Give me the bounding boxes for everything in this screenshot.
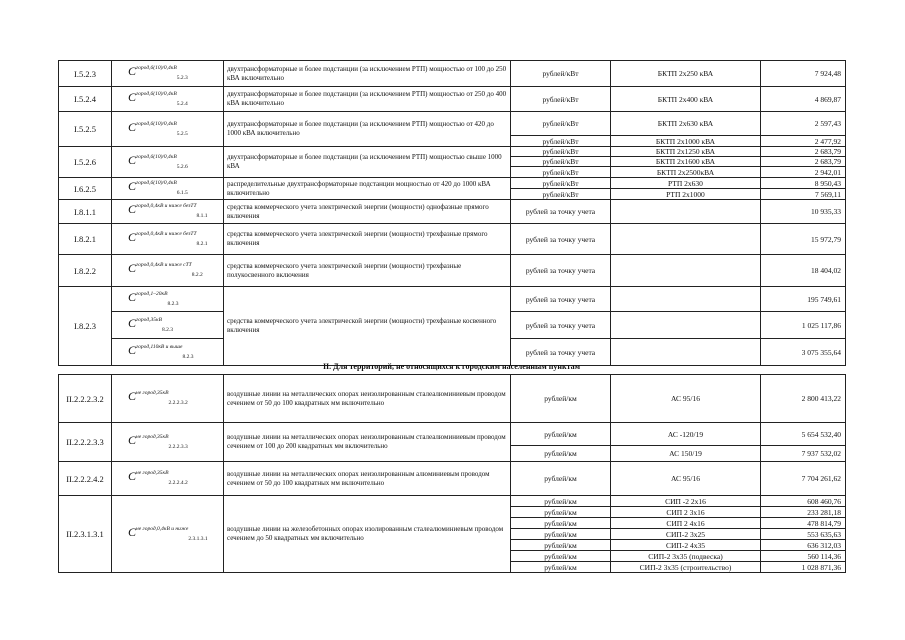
equipment-spec: БКТП 2х2500кВА [611, 167, 761, 178]
unit: рублей/кВт [511, 112, 611, 136]
rate-value: 1 025 117,86 [761, 312, 846, 339]
unit: рублей/км [511, 462, 611, 496]
item-description: распределительные двухтрансформаторные подстанции мощностью от 420 до 1000 кВА включительно [224, 178, 511, 200]
equipment-spec: БКТП 2х400 кВА [611, 87, 761, 112]
rate-value: 233 281,18 [761, 507, 846, 518]
equipment-spec: БКТП 2х1600 кВА [611, 157, 761, 167]
item-description: двухтрансформаторные и более подстанции (за исключением РТП) мощностью свыше 1000 кВА [224, 147, 511, 178]
rate-value: 4 869,87 [761, 87, 846, 112]
rate-value: 478 814,79 [761, 518, 846, 529]
rate-value: 636 312,03 [761, 540, 846, 551]
unit: рублей/км [511, 496, 611, 507]
equipment-spec: АС 95/16 [611, 375, 761, 423]
rate-value: 15 972,79 [761, 224, 846, 255]
rate-symbol: $C^{город,1-20кВ}_{8.2.3}$ [112, 287, 224, 312]
rate-symbol: $C^{город,6(10)/0,4кВ}_{5.2.5}$ [112, 112, 224, 147]
rate-symbol: $C^{не город,35кВ}_{2.2.2.4.2}$ [112, 462, 224, 496]
unit: рублей/км [511, 551, 611, 562]
rate-value: 3 075 355,64 [761, 339, 846, 366]
equipment-spec: РТП 2х1000 [611, 189, 761, 200]
rate-value: 2 683,79 [761, 157, 846, 167]
equipment-spec: СИП 2 3х16 [611, 507, 761, 518]
rate-symbol: $C^{город,0,4кВ и ниже безТТ}_{8.2.1}$ [112, 224, 224, 255]
item-code: I.5.2.4 [59, 87, 112, 112]
unit: рублей за точку учета [511, 287, 611, 312]
item-code: I.8.2.1 [59, 224, 112, 255]
item-description: воздушные линии на железобетонных опорах изолированным сталеалюминиевым проводом сечением до 50 квадратных мм включительно [224, 496, 511, 573]
rate-symbol: $C^{город,110кВ и выше}_{8.2.3}$ [112, 339, 224, 366]
equipment-spec [611, 287, 761, 312]
equipment-spec [611, 200, 761, 224]
table-row [59, 200, 846, 224]
item-code: I.8.1.1 [59, 200, 112, 224]
table-row [59, 287, 846, 312]
unit: рублей/кВт [511, 157, 611, 167]
unit: рублей за точку учета [511, 200, 611, 224]
item-code: I.5.2.5 [59, 112, 112, 147]
unit: рублей/кВт [511, 136, 611, 147]
equipment-spec: БКТП 2х1000 кВА [611, 136, 761, 147]
table-row [59, 61, 846, 87]
item-description: двухтрансформаторные и более подстанции (за исключением РТП) мощностью от 420 до 1000 кВА включительно [224, 112, 511, 147]
equipment-spec: СИП-2 3х35 (строительство) [611, 562, 761, 573]
table-row [59, 423, 846, 446]
table-row [59, 255, 846, 287]
table-row [59, 87, 846, 112]
unit: рублей/кВт [511, 87, 611, 112]
item-code: I.5.2.3 [59, 61, 112, 87]
table-row [59, 147, 846, 157]
unit: рублей за точку учета [511, 224, 611, 255]
item-description: средства коммерческого учета электрической энергии (мощности) трехфазные прямого включения [224, 224, 511, 255]
item-code: II.2.2.2.3.3 [59, 423, 112, 462]
rate-value: 608 460,76 [761, 496, 846, 507]
item-description: средства коммерческого учета электрической энергии (мощности) трехфазные полукосвенного включения [224, 255, 511, 287]
tariff-table-section-1 [58, 60, 846, 366]
equipment-spec [611, 224, 761, 255]
unit: рублей/км [511, 562, 611, 573]
item-code: II.2.2.2.3.2 [59, 375, 112, 423]
unit: рублей/км [511, 375, 611, 423]
unit: рублей/кВт [511, 147, 611, 157]
rate-symbol: $C^{город,6(10)/0,4кВ}_{5.2.4}$ [112, 87, 224, 112]
unit: рублей за точку учета [511, 255, 611, 287]
rate-value: 10 935,33 [761, 200, 846, 224]
rate-value: 2 683,79 [761, 147, 846, 157]
equipment-spec: СИП-2 4х35 [611, 540, 761, 551]
unit: рублей за точку учета [511, 339, 611, 366]
unit: рублей/км [511, 507, 611, 518]
rate-symbol: $C^{город,0,4кВ и ниже безТТ}_{8.1.1}$ [112, 200, 224, 224]
rate-value: 5 654 532,40 [761, 423, 846, 446]
equipment-spec [611, 255, 761, 287]
item-code: I.8.2.2 [59, 255, 112, 287]
rate-value: 2 477,92 [761, 136, 846, 147]
rate-value: 7 924,48 [761, 61, 846, 87]
equipment-spec: СИП -2 2х16 [611, 496, 761, 507]
equipment-spec: БКТП 2х250 кВА [611, 61, 761, 87]
rate-value: 7 569,11 [761, 189, 846, 200]
unit: рублей/км [511, 529, 611, 540]
equipment-spec: АС 150/19 [611, 446, 761, 462]
equipment-spec [611, 312, 761, 339]
equipment-spec: БКТП 2х1250 кВА [611, 147, 761, 157]
table-row [59, 375, 846, 423]
item-description: средства коммерческого учета электрической энергии (мощности) трехфазные косвенного включения [224, 287, 511, 366]
rate-value: 2 597,43 [761, 112, 846, 136]
unit: рублей/кВт [511, 178, 611, 189]
unit: рублей/км [511, 446, 611, 462]
rate-value: 195 749,61 [761, 287, 846, 312]
table-row [59, 178, 846, 189]
item-code: I.6.2.5 [59, 178, 112, 200]
equipment-spec: АС 95/16 [611, 462, 761, 496]
table-row [59, 496, 846, 507]
unit: рублей за точку учета [511, 312, 611, 339]
item-description: воздушные линии на металлических опорах неизолированным сталеалюминиевым проводом сечением от 100 до 200 квадратных мм включительно [224, 423, 511, 462]
item-description: средства коммерческого учета электрической энергии (мощности) однофазные прямого включения [224, 200, 511, 224]
rate-value: 1 028 871,36 [761, 562, 846, 573]
table-row [59, 112, 846, 136]
rate-symbol: $C^{не город,35кВ}_{2.2.2.3.3}$ [112, 423, 224, 462]
rate-symbol: $C^{город,6(10)/0,4кВ}_{6.1.5}$ [112, 178, 224, 200]
rate-symbol: $C^{город,6(10)/0,4кВ}_{5.2.3}$ [112, 61, 224, 87]
rate-symbol: $C^{город,0,4кВ и ниже сТТ}_{8.2.2}$ [112, 255, 224, 287]
rate-value: 8 950,43 [761, 178, 846, 189]
rate-value: 553 635,63 [761, 529, 846, 540]
equipment-spec: РТП 2х630 [611, 178, 761, 189]
item-description: двухтрансформаторные и более подстанции (за исключением РТП) мощностью от 100 до 250 кВА включительно [224, 61, 511, 87]
unit: рублей/кВт [511, 167, 611, 178]
item-description: воздушные линии на металлических опорах неизолированным алюминиевым проводом сечением от 50 до 100 квадратных мм включительно [224, 462, 511, 496]
table-row [59, 462, 846, 496]
equipment-spec: СИП-2 3х25 [611, 529, 761, 540]
rate-symbol: $C^{город,35кВ}_{8.2.3}$ [112, 312, 224, 339]
rate-value: 560 114,36 [761, 551, 846, 562]
rate-symbol: $C^{не город,0,4кВ и ниже}_{2.3.1.3.1}$ [112, 496, 224, 573]
rate-value: 7 704 261,62 [761, 462, 846, 496]
rate-value: 7 937 532,02 [761, 446, 846, 462]
section-title: II. Для территорий, не относящихся к городским населенным пунктам [322, 362, 581, 371]
item-description: воздушные линии на металлических опорах неизолированным сталеалюминиевым проводом сечением от 50 до 100 квадратных мм включительно [224, 375, 511, 423]
equipment-spec: АС -120/19 [611, 423, 761, 446]
unit: рублей/км [511, 540, 611, 551]
rate-value: 18 404,02 [761, 255, 846, 287]
unit: рублей/кВт [511, 189, 611, 200]
tariff-table-section-2 [58, 374, 846, 573]
unit: рублей/кВт [511, 61, 611, 87]
rate-symbol: $C^{не город,35кВ}_{2.2.2.3.2}$ [112, 375, 224, 423]
equipment-spec: БКТП 2х630 кВА [611, 112, 761, 136]
table-row [59, 224, 846, 255]
rate-value: 2 942,01 [761, 167, 846, 178]
item-code: I.5.2.6 [59, 147, 112, 178]
item-code: II.2.2.2.4.2 [59, 462, 112, 496]
rate-value: 2 800 413,22 [761, 375, 846, 423]
unit: рублей/км [511, 423, 611, 446]
rate-symbol: $C^{город,6(10)/0,4кВ}_{5.2.6}$ [112, 147, 224, 178]
equipment-spec: СИП 2 4х16 [611, 518, 761, 529]
item-description: двухтрансформаторные и более подстанции (за исключением РТП) мощностью от 250 до 400 кВА включительно [224, 87, 511, 112]
unit: рублей/км [511, 518, 611, 529]
item-code: II.2.3.1.3.1 [59, 496, 112, 573]
item-code: I.8.2.3 [59, 287, 112, 366]
equipment-spec: СИП-2 3х35 (подвеска) [611, 551, 761, 562]
